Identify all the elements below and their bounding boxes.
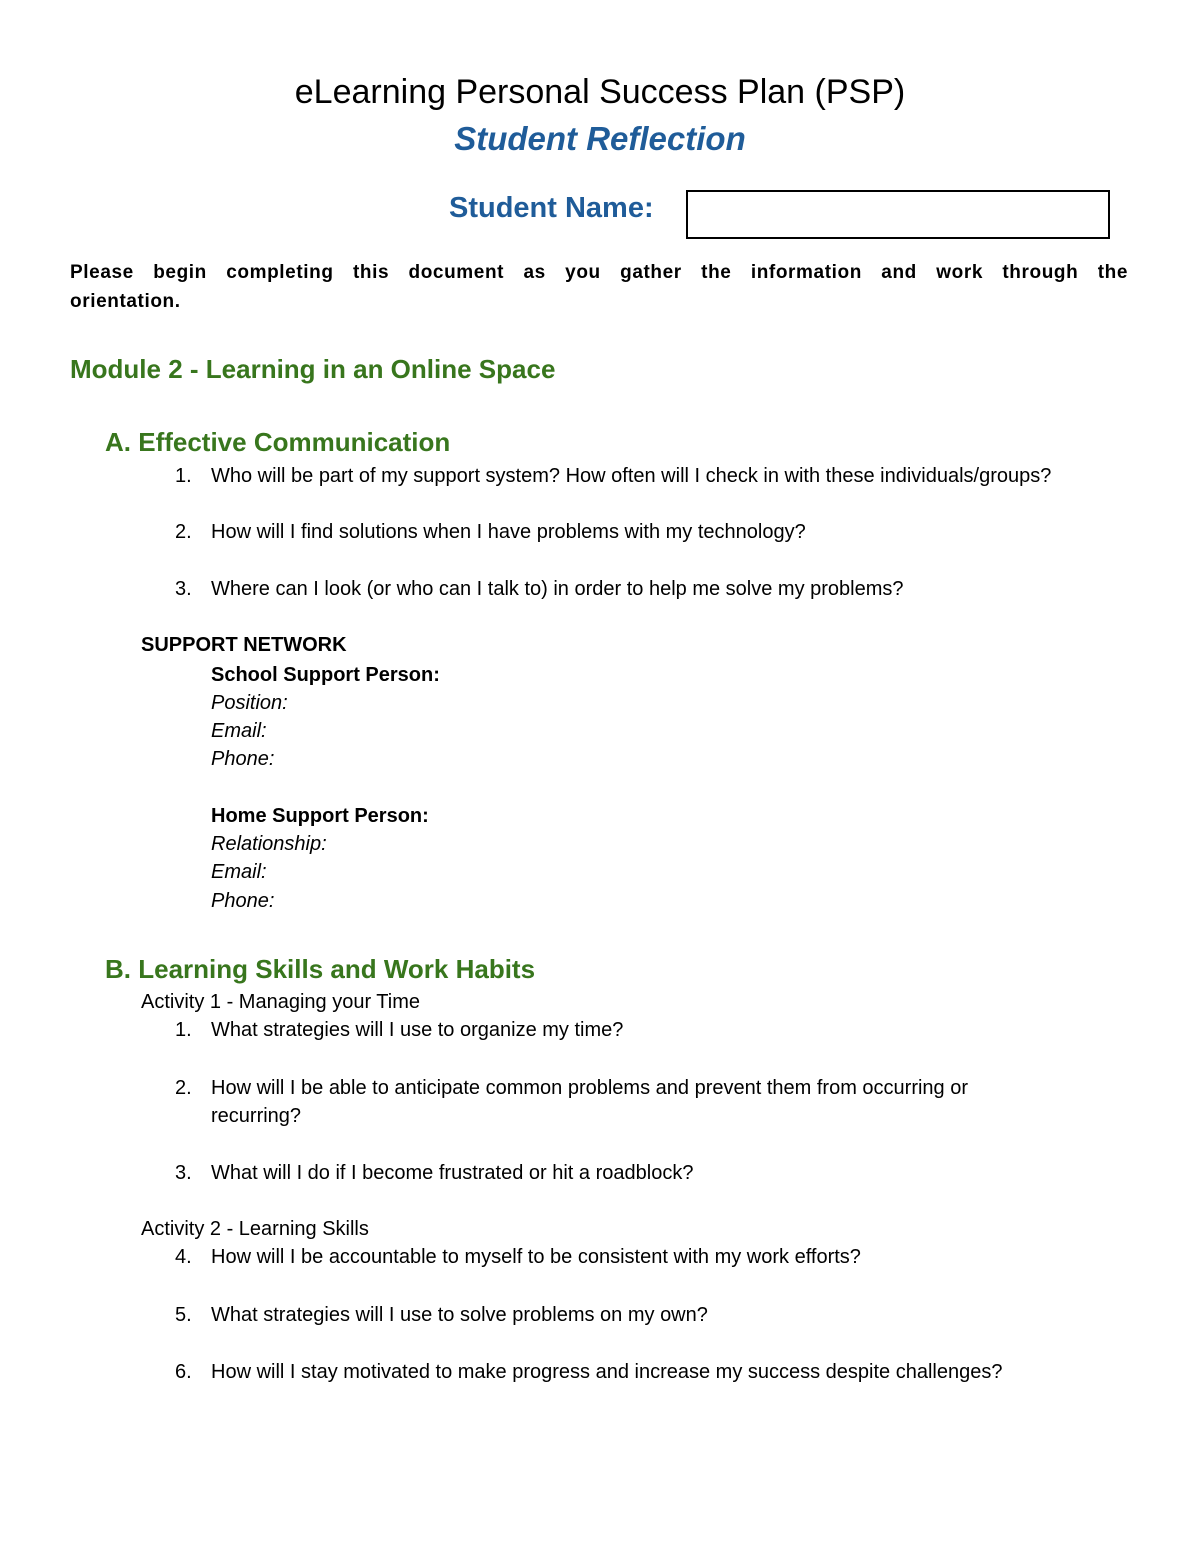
question-text: How will I be able to anticipate common problems and prevent them from occurring or recurring? (211, 1077, 969, 1127)
student-name-field[interactable] (686, 190, 1110, 239)
school-position-field: Position: (211, 692, 288, 714)
question-number: 2. (175, 1077, 192, 1099)
home-phone-field: Phone: (211, 890, 275, 912)
question-item (175, 462, 1135, 490)
document-title: eLearning Personal Success Plan (PSP) (294, 73, 906, 111)
intro-instructions: Please begin completing this document as you gather the information and work through the orientation. (70, 262, 1128, 312)
question-item (175, 1301, 1135, 1329)
question-text: What strategies will I use to solve problems on my own? (211, 1304, 708, 1326)
question-number: 3. (175, 1162, 192, 1184)
question-item (175, 1159, 1135, 1187)
question-number: 5. (175, 1304, 192, 1326)
question-text: Who will be part of my support system? How often will I check in with these individuals/groups? (211, 465, 1052, 487)
question-text: What strategies will I use to organize my time? (211, 1019, 624, 1041)
question-item (175, 1016, 1135, 1044)
home-relationship-field: Relationship: (211, 833, 327, 855)
question-text: What will I do if I become frustrated or hit a roadblock? (211, 1162, 694, 1184)
module-heading: Module 2 - Learning in an Online Space (70, 354, 556, 384)
activity-1-label: Activity 1 - Managing your Time (141, 991, 420, 1013)
activity-2-label: Activity 2 - Learning Skills (141, 1218, 369, 1240)
question-item (175, 1074, 1135, 1130)
question-text: Where can I look (or who can I talk to) in order to help me solve my problems? (211, 578, 904, 600)
home-email-field: Email: (211, 861, 267, 883)
question-number: 4. (175, 1246, 192, 1268)
question-text: How will I stay motivated to make progress and increase my success despite challenges? (211, 1361, 1003, 1383)
question-item (175, 1358, 1135, 1386)
school-support-label: School Support Person: (211, 664, 440, 686)
question-number: 6. (175, 1361, 192, 1383)
section-a-heading: A. Effective Communication (105, 427, 451, 457)
question-item (175, 518, 1135, 546)
question-text: How will I find solutions when I have problems with my technology? (211, 521, 806, 543)
support-network-heading: SUPPORT NETWORK (141, 634, 347, 656)
student-name-label: Student Name: (449, 192, 654, 224)
question-number: 3. (175, 578, 192, 600)
question-number: 1. (175, 1019, 192, 1041)
home-support-label: Home Support Person: (211, 805, 429, 827)
question-item (175, 1243, 1135, 1271)
section-b-heading: B. Learning Skills and Work Habits (105, 954, 536, 984)
question-number: 2. (175, 521, 192, 543)
question-item (175, 575, 1135, 603)
document-subtitle: Student Reflection (454, 120, 746, 157)
question-number: 1. (175, 465, 192, 487)
school-email-field: Email: (211, 720, 267, 742)
question-text: How will I be accountable to myself to be consistent with my work efforts? (211, 1246, 861, 1268)
school-phone-field: Phone: (211, 748, 275, 770)
